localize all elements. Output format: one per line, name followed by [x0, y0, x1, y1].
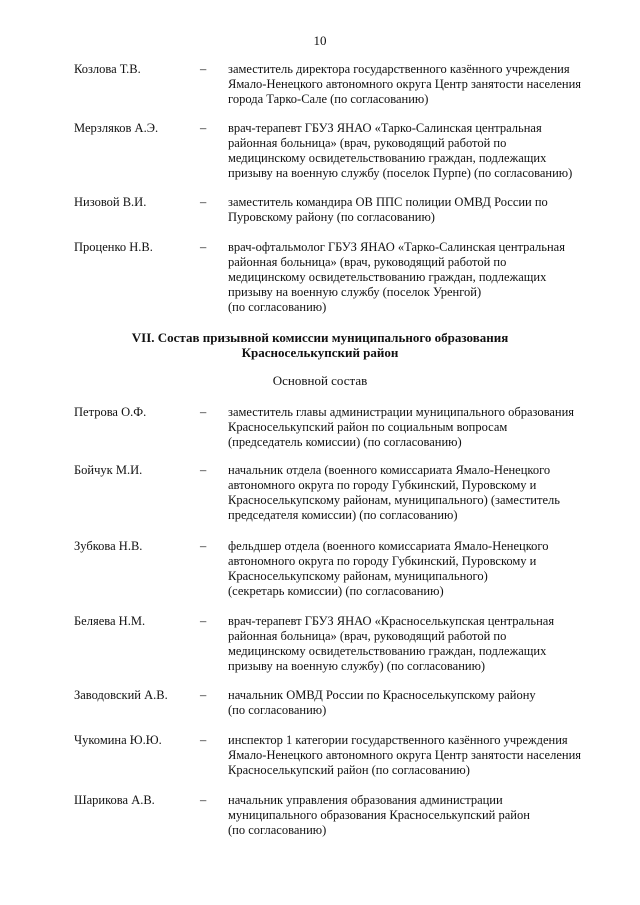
- member-role-line: Красноселькупский район (по согласованию): [228, 763, 470, 777]
- member-role-line: начальник управления образования администрации: [228, 793, 503, 807]
- member-role-line: Пуровскому району (по согласованию): [228, 210, 435, 224]
- member-role-line: районная больница» (врач, руководящий работой по: [228, 629, 507, 643]
- member-name: Бойчук М.И.: [74, 463, 143, 477]
- member-role: [228, 195, 598, 225]
- member-role-line: председателя комиссии) (по согласованию): [228, 508, 458, 522]
- member-name: Зубкова Н.В.: [74, 539, 143, 553]
- member-role-line: врач-терапевт ГБУЗ ЯНАО «Красноселькупская центральная: [228, 614, 555, 628]
- member-role-line: заместитель директора государственного казённого учреждения: [228, 62, 570, 76]
- member-name: Низовой В.И.: [74, 195, 147, 209]
- member-role-line: призыву на военную службу (поселок Пурпе) (по согласованию): [228, 166, 573, 180]
- member-name: Заводовский А.В.: [74, 688, 168, 702]
- member-role-line: районная больница» (врач, руководящий работой по: [228, 255, 507, 269]
- member-dash: –: [200, 614, 207, 628]
- member-role-line: автономного округа по городу Губкинский, Пуровскому и: [228, 478, 537, 492]
- member-dash: –: [200, 405, 207, 419]
- member-role-line: Ямало-Ненецкого автономного округа Центр занятости населения: [228, 748, 582, 762]
- member-role-line: начальник ОМВД России по Красноселькупскому району: [228, 688, 536, 702]
- member-role-line: инспектор 1 категории государственного казённого учреждения: [228, 733, 568, 747]
- member-role-line: Ямало-Ненецкого автономного округа Центр занятости населения: [228, 77, 582, 91]
- member-dash: –: [200, 463, 207, 477]
- section-title-line2: Красноселькупский район: [241, 345, 399, 360]
- member-role: [228, 121, 598, 181]
- member-name: Проценко Н.В.: [74, 240, 153, 254]
- member-dash: –: [200, 240, 207, 254]
- member-role-line: начальник отдела (военного комиссариата Ямало-Ненецкого: [228, 463, 551, 477]
- member-dash: –: [200, 195, 207, 209]
- member-role-line: (по согласованию): [228, 703, 327, 717]
- member-role-line: (по согласованию): [228, 823, 327, 837]
- member-role: [228, 688, 598, 718]
- member-dash: –: [200, 793, 207, 807]
- member-role-line: медицинскому освидетельствованию граждан, подлежащих: [228, 644, 547, 658]
- member-name: Шарикова А.В.: [74, 793, 155, 807]
- member-role: [228, 793, 598, 838]
- member-role-line: заместитель главы администрации муниципального образования: [228, 405, 575, 419]
- member-role-line: медицинскому освидетельствованию граждан, подлежащих: [228, 151, 547, 165]
- member-role: [228, 240, 598, 315]
- member-name: Козлова Т.В.: [74, 62, 141, 76]
- member-role-line: (секретарь комиссии) (по согласованию): [228, 584, 444, 598]
- member-role-line: Красноселькупский район по социальным вопросам: [228, 420, 508, 434]
- member-role: [228, 733, 598, 778]
- member-role-line: врач-офтальмолог ГБУЗ ЯНАО «Тарко-Салинская центральная: [228, 240, 565, 254]
- member-dash: –: [200, 62, 207, 76]
- member-dash: –: [200, 539, 207, 553]
- member-role-line: медицинскому освидетельствованию граждан, подлежащих: [228, 270, 547, 284]
- member-name: Чукомина Ю.Ю.: [74, 733, 162, 747]
- member-role-line: Красноселькупскому районам, муниципального): [228, 569, 488, 583]
- member-role: [228, 405, 598, 450]
- member-dash: –: [200, 733, 207, 747]
- member-role-line: (председатель комиссии) (по согласованию): [228, 435, 462, 449]
- member-role-line: призыву на военную службу) (по согласованию): [228, 659, 486, 673]
- member-role-line: Красноселькупскому районам, муниципального) (заместитель: [228, 493, 560, 507]
- member-role-line: муниципального образования Красноселькупский район: [228, 808, 530, 822]
- page-number: 10: [313, 33, 327, 48]
- member-role-line: города Тарко-Сале (по согласованию): [228, 92, 429, 106]
- member-dash: –: [200, 688, 207, 702]
- member-name: Мерзляков А.Э.: [74, 121, 159, 135]
- member-role-line: районная больница» (врач, руководящий работой по: [228, 136, 507, 150]
- member-role: [228, 539, 598, 599]
- member-role-line: (по согласованию): [228, 300, 327, 314]
- member-role-line: фельдшер отдела (военного комиссариата Ямало-Ненецкого: [228, 539, 549, 553]
- member-role-line: призыву на военную службу (поселок Уренгой): [228, 285, 482, 299]
- member-name: Петрова О.Ф.: [74, 405, 147, 419]
- section-title-line1: VII. Состав призывной комиссии муниципального образования: [131, 330, 509, 345]
- member-role-line: автономного округа по городу Губкинский, Пуровскому и: [228, 554, 537, 568]
- member-dash: –: [200, 121, 207, 135]
- member-role: [228, 463, 598, 523]
- member-role-line: заместитель командира ОВ ППС полиции ОМВД России по: [228, 195, 548, 209]
- member-role-line: врач-терапевт ГБУЗ ЯНАО «Тарко-Салинская центральная: [228, 121, 542, 135]
- member-role: [228, 614, 598, 674]
- member-name: Беляева Н.М.: [74, 614, 146, 628]
- member-role: [228, 62, 598, 107]
- subsection-title: Основной состав: [272, 373, 368, 388]
